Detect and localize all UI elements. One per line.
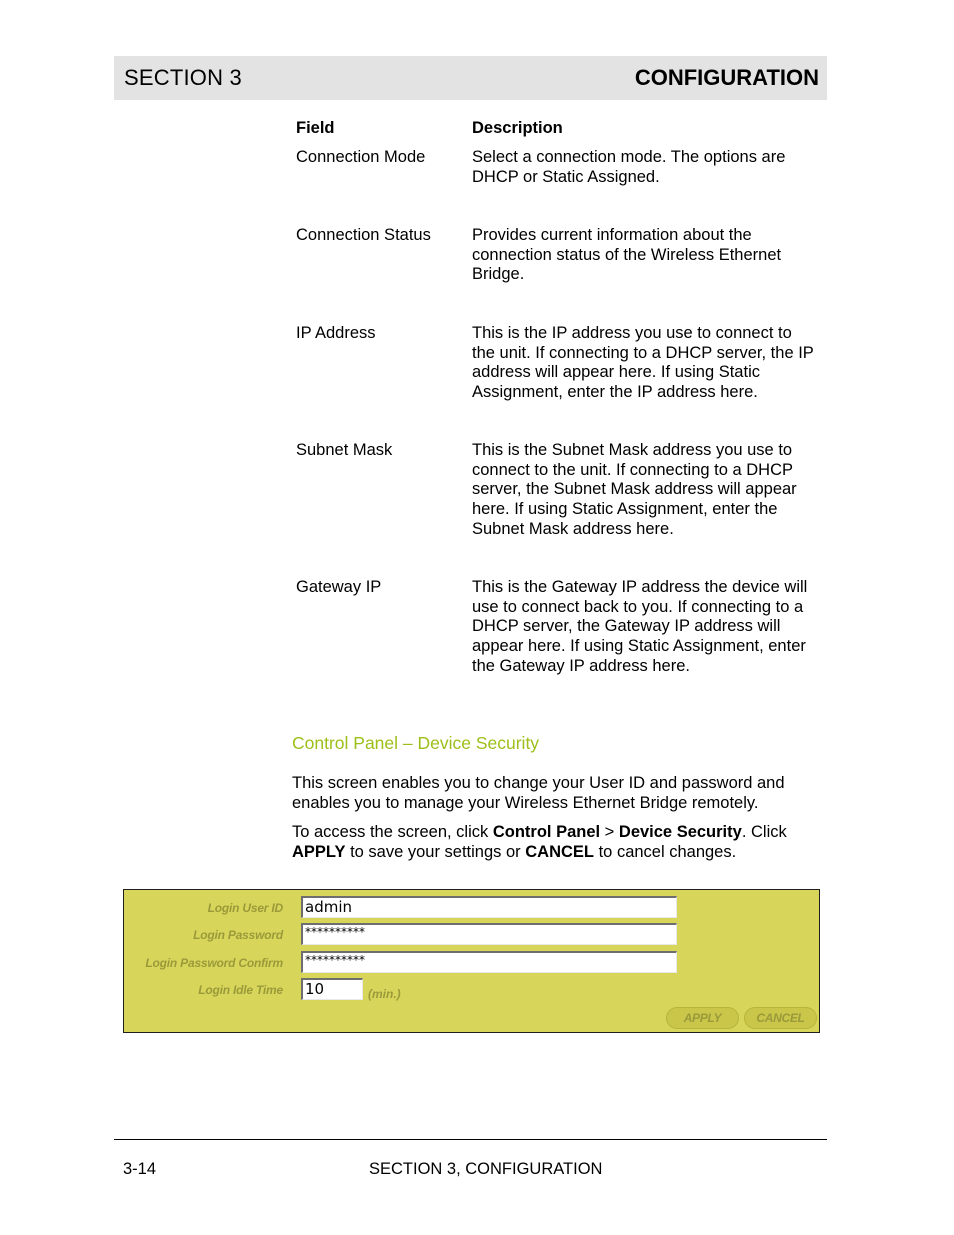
table-row-field: Connection Status (296, 226, 431, 244)
table-row-description: Select a connection mode. The options are DHCP or Static Assigned. (472, 148, 786, 186)
table-header-field: Field (296, 119, 335, 137)
table-row-field: IP Address (296, 324, 376, 342)
device-security-panel (123, 889, 820, 1033)
login-password-confirm-label: Login Password Confirm (145, 956, 283, 970)
table-row-description: Provides current information about the connection status of the Wireless Ethernet Bridge. (472, 226, 782, 284)
login-idle-time-label: Login Idle Time (198, 983, 283, 997)
idle-time-unit: (min.) (368, 987, 401, 1001)
section-title: CONFIGURATION (634, 65, 819, 90)
subsection-heading: Control Panel – Device Security (292, 733, 540, 753)
section-header (114, 56, 827, 100)
table-row-field: Gateway IP (296, 578, 382, 596)
login-password-input[interactable]: ********** (301, 923, 677, 945)
access-paragraph (292, 823, 817, 862)
section-number: SECTION 3 (124, 65, 242, 90)
footer-section-label: SECTION 3, CONFIGURATION (369, 1160, 603, 1178)
access-bold-cancel: CANCEL (525, 842, 595, 861)
table-row-field: Connection Mode (296, 148, 426, 166)
access-bold-device-security: Device Security (618, 823, 742, 841)
access-text: to save your settings or (345, 842, 526, 861)
access-text: To access the screen, click (292, 823, 493, 841)
page-number: 3-14 (123, 1160, 157, 1178)
table-row-description: This is the Subnet Mask address you use to connect to the unit. If connecting to a DHCP server, the Subnet Mask address will appear here. If using Static Assignment, enter the Subnet Mask address here. (472, 441, 797, 538)
login-password-confirm-input[interactable]: ********** (301, 951, 677, 973)
access-text: . Click (741, 823, 787, 841)
table-header-description: Description (472, 119, 563, 137)
access-text: to cancel changes. (594, 842, 737, 861)
access-bold-apply: APPLY (292, 842, 346, 861)
footer-divider (114, 1139, 827, 1140)
login-user-id-label: Login User ID (207, 901, 283, 915)
table-row-description: This is the IP address you use to connect to the unit. If connecting to a DHCP server, the IP address will appear here. If using Static Assignment, enter the IP address here. (472, 324, 814, 402)
table-row-description: This is the Gateway IP address the device will use to connect back to you. If connecting to a DHCP server, the Gateway IP address will appear here. If using Static Assignment, enter the Gateway IP address here. (472, 578, 808, 675)
access-text: > (600, 823, 619, 841)
login-user-id-input[interactable]: admin (301, 896, 677, 918)
intro-paragraph: This screen enables you to change your User ID and password and enables you to manage your Wireless Ethernet Bridge remotely. (292, 774, 785, 812)
table-row-field: Subnet Mask (296, 441, 393, 459)
cancel-button[interactable]: CANCEL (744, 1007, 817, 1029)
login-password-label: Login Password (193, 928, 283, 942)
apply-button[interactable]: APPLY (666, 1007, 739, 1029)
access-bold-control-panel: Control Panel (492, 823, 601, 841)
login-idle-time-input[interactable]: 10 (301, 978, 363, 1000)
